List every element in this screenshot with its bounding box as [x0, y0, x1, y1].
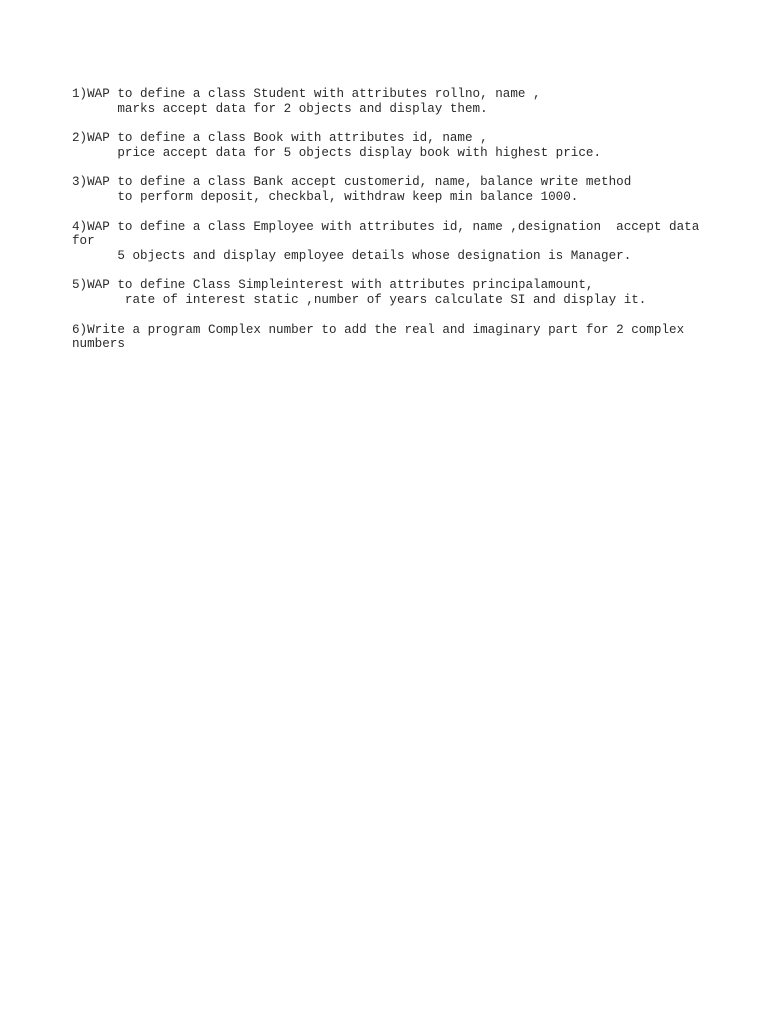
question-line: to perform deposit, checkbal, withdraw keep min balance 1000. — [72, 189, 579, 204]
question-line: 6)Write a program Complex number to add the real and imaginary part for 2 complex — [72, 322, 685, 337]
question-line: for — [72, 234, 95, 249]
question-item — [72, 87, 752, 116]
question-item — [72, 175, 752, 204]
question-line: 5 objects and display employee details whose designation is Manager. — [72, 248, 632, 263]
question-line: 1)WAP to define a class Student with attributes rollno, name , — [72, 87, 541, 101]
question-list — [72, 87, 752, 367]
question-item — [72, 323, 752, 352]
question-line: rate of interest static ,number of years calculate SI and display it. — [72, 292, 647, 307]
question-line: numbers — [72, 337, 125, 352]
question-line: marks accept data for 2 objects and display them. — [72, 101, 488, 116]
question-line: 5)WAP to define Class Simpleinterest with attributes principalamount, — [72, 278, 594, 293]
question-line: price accept data for 5 objects display book with highest price. — [72, 145, 602, 160]
question-line: 3)WAP to define a class Bank accept customerid, name, balance write method — [72, 175, 632, 190]
question-item — [72, 220, 752, 264]
question-item — [72, 278, 752, 307]
question-item — [72, 131, 752, 160]
question-line: 2)WAP to define a class Book with attributes id, name , — [72, 131, 488, 146]
question-line: 4)WAP to define a class Employee with attributes id, name ,designation accept data — [72, 219, 700, 234]
